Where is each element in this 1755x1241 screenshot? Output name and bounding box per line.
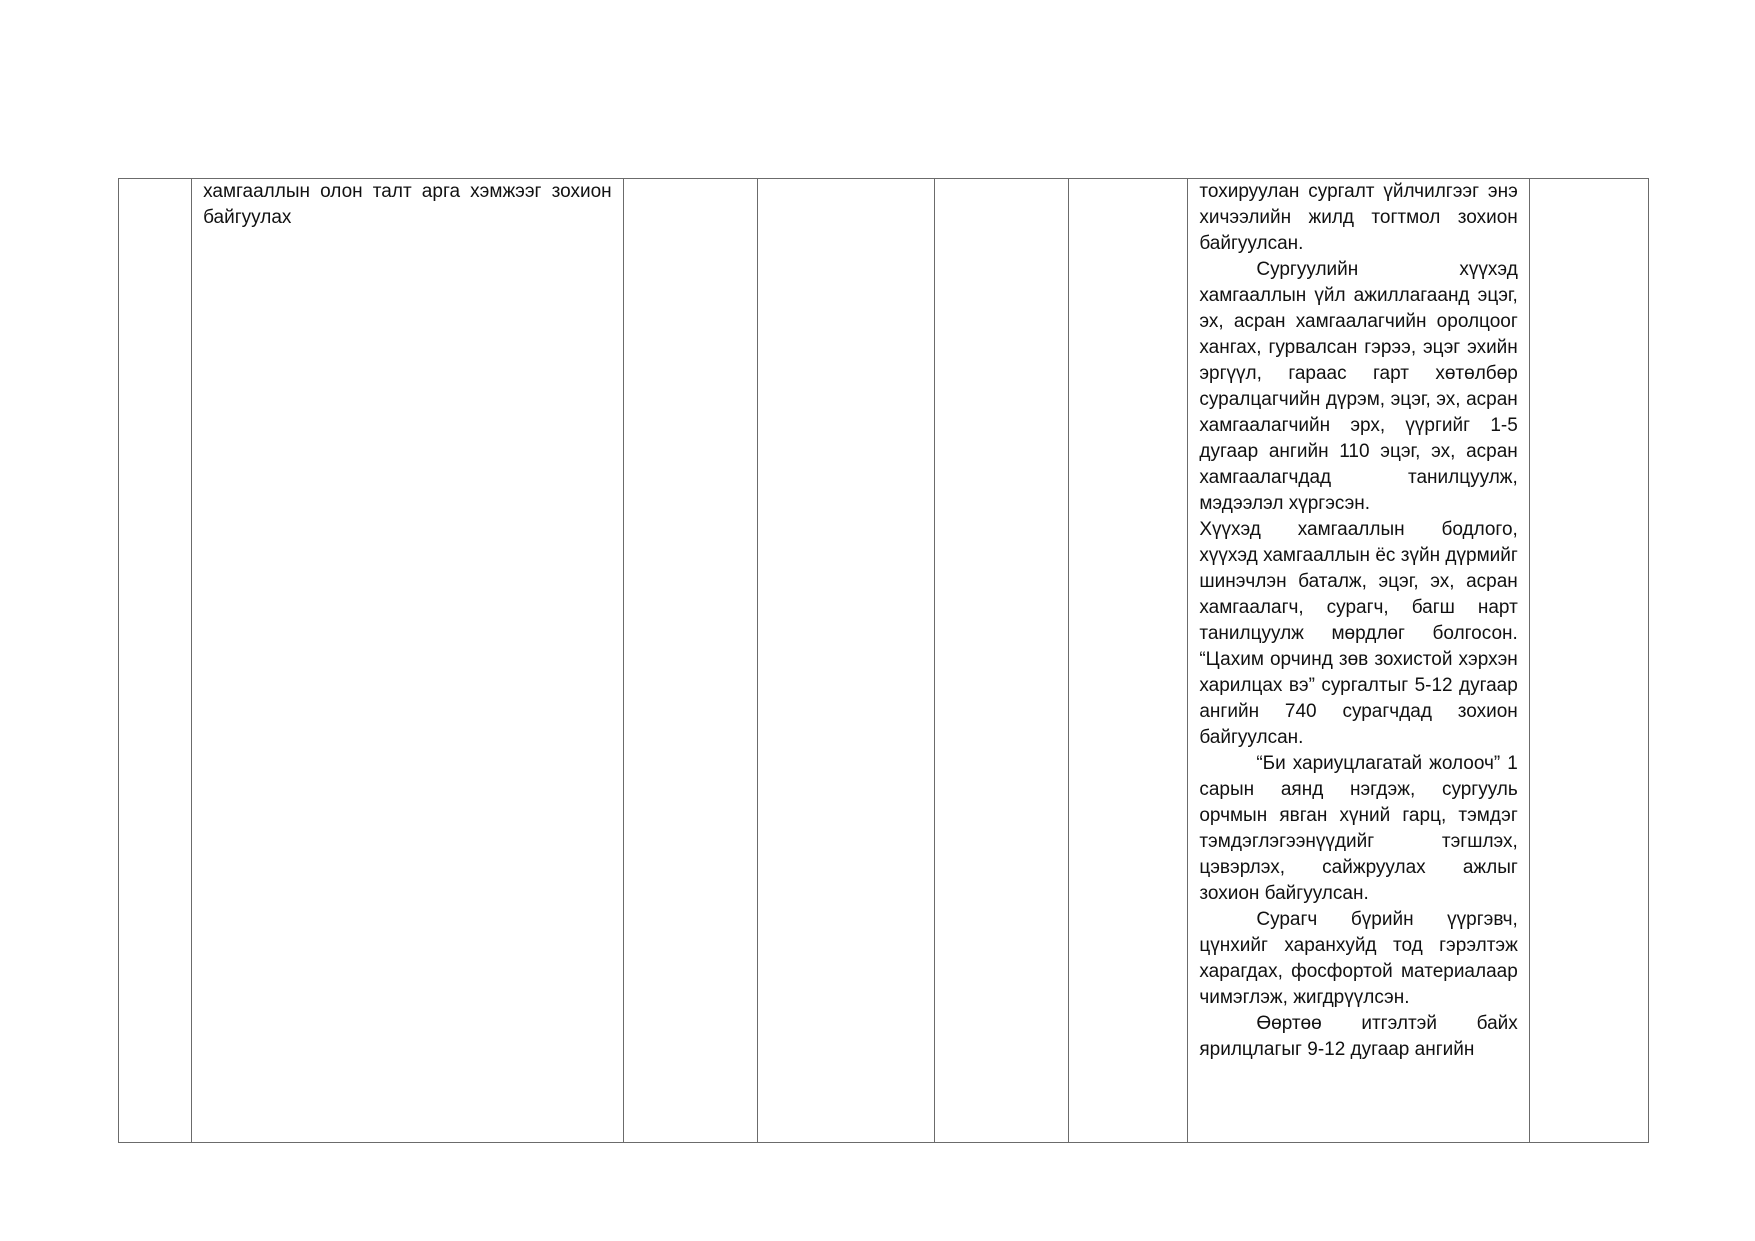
cell-activity xyxy=(192,179,624,1143)
implementation-paragraph-5: Сурагч бүрийн үүргэвч, цүнхийг харанхуйд тод гэрэлтэж харагдах, фосфортой материалаар чимэглэж, жигдрүүлсэн. xyxy=(1199,909,1518,1008)
cell-implementation xyxy=(1188,179,1529,1143)
cell-empty-3 xyxy=(623,179,757,1143)
activity-text: хамгааллын олон талт арга хэмжээг зохион байгуулах xyxy=(203,181,612,228)
table-row xyxy=(119,179,1649,1143)
cell-number xyxy=(119,179,192,1143)
implementation-paragraph-4: “Би хариуцлагатай жолооч” 1 сарын аянд нэгдэж, сургууль орчмын явган хүний гарц, тэмдэг тэмдэглэгээнүүдийг тэгшлэх, цэвэрлэх, сайжруулах ажлыг зохион байгуулсан. xyxy=(1199,753,1518,904)
cell-empty-8 xyxy=(1529,179,1648,1143)
report-table xyxy=(118,178,1649,1143)
cell-empty-4 xyxy=(757,179,934,1143)
implementation-paragraph-2: Сургуулийн хүүхэд хамгааллын үйл ажиллагаанд эцэг, эх, асран хамгаалагчийн оролцоог хангах, гурвалсан гэрээ, эцэг эхийн эргүүл, гараас гарт хөтөлбөр суралцагчийн дүрэм, эцэг, эх, асран хамгаалагчийн эрх, үүргийг 1-5 дугаар ангийн 110 эцэг, эх, асран хамгаалагчдад танилцуулж, мэдээлэл хүргэсэн. xyxy=(1199,259,1518,514)
implementation-paragraph-6: Өөртөө итгэлтэй байх ярилцлагыг 9-12 дугаар ангийн xyxy=(1199,1013,1518,1060)
implementation-text xyxy=(1188,179,1528,1063)
cell-empty-5 xyxy=(935,179,1069,1143)
implementation-paragraph-1: тохируулан сургалт үйлчилгээг энэ хичээлийн жилд тогтмол зохион байгуулсан. xyxy=(1199,181,1518,254)
cell-empty-6 xyxy=(1069,179,1188,1143)
implementation-paragraph-3: Хүүхэд хамгааллын бодлого, хүүхэд хамгааллын ёс зүйн дүрмийг шинэчлэн баталж, эцэг, эх, асран хамгаалагч, сурагч, багш нарт танилцуулж мөрдлөг болгосон. “Цахим орчинд зөв зохистой хэрхэн харилцах вэ” сургалтыг 5-12 дугаар ангийн 740 сурагчдад зохион байгуулсан. xyxy=(1199,519,1518,748)
